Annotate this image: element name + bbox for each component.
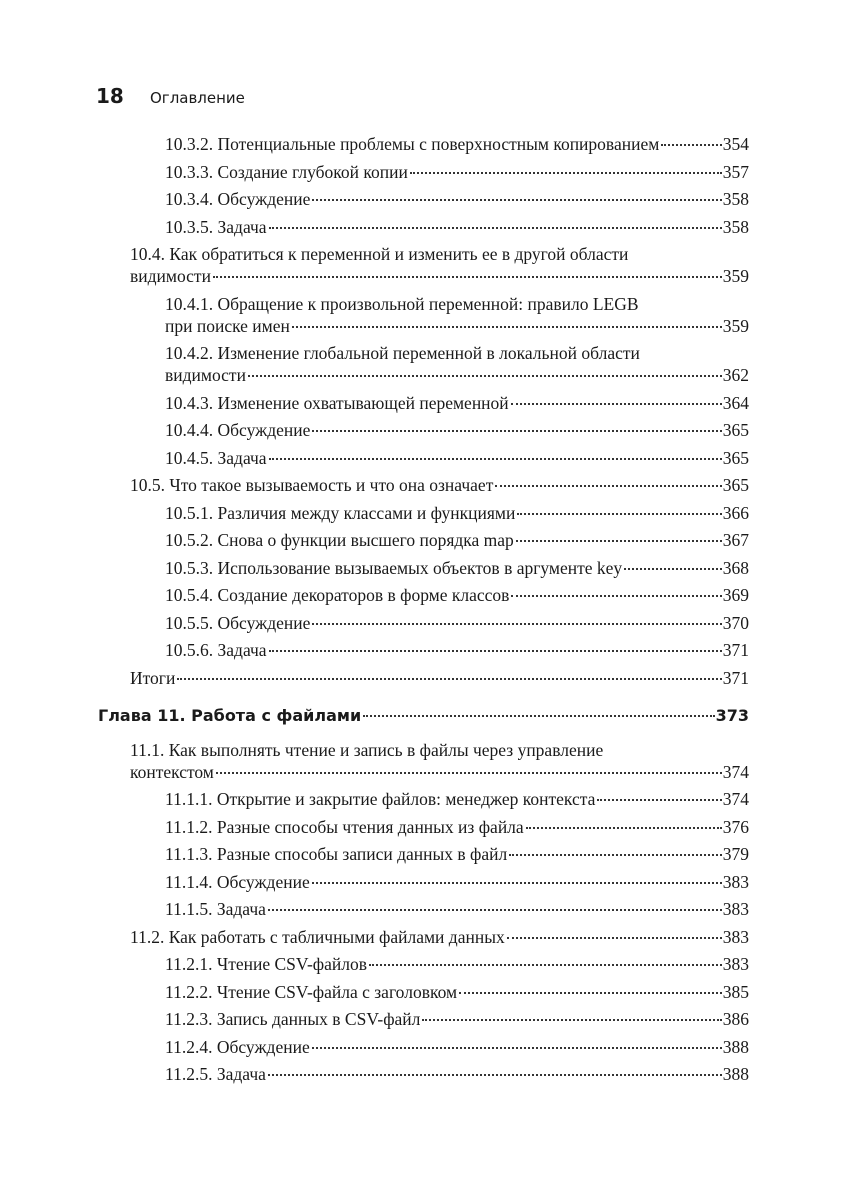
toc-page-number: 385 [722, 981, 749, 1002]
toc-entry-title: 10.4.1. Обращение к произвольной переменной: правило LEGB [165, 293, 639, 314]
toc-entry-title: 11.1.2. Разные способы чтения данных из файла [165, 816, 524, 837]
dot-leader [292, 326, 722, 328]
running-title: Оглавление [150, 89, 245, 107]
toc-page-number: 365 [722, 475, 749, 495]
toc-page-number: 369 [722, 585, 749, 605]
toc-entry[interactable] [0, 926, 749, 948]
toc-entry-title: 11.2.5. Задача [165, 1064, 266, 1084]
toc-entry[interactable] [0, 502, 749, 524]
dot-leader [312, 882, 722, 884]
dot-leader [312, 1047, 722, 1049]
dot-leader [507, 937, 722, 939]
toc-entry-title: 10.3.3. Создание глубокой копии [165, 161, 408, 182]
toc-page-number: 359 [722, 315, 749, 336]
toc-entry[interactable] [0, 1036, 749, 1058]
dot-leader [516, 540, 722, 542]
dot-leader [312, 199, 721, 201]
toc-entry-title: 11.2.2. Чтение CSV-файла с заголовком [165, 981, 458, 1002]
toc-page-number: 359 [722, 266, 749, 286]
toc-entry-title: 10.5.4. Создание декораторов в форме классов [165, 585, 510, 605]
dot-leader [369, 964, 722, 966]
toc-page-number: 373 [715, 705, 749, 725]
toc-entry[interactable] [0, 1063, 749, 1085]
toc-page-number: 386 [722, 1009, 749, 1029]
dot-leader [363, 715, 714, 717]
toc-entry[interactable] [0, 529, 749, 551]
toc-entry-title: 11.2.3. Запись данных в CSV-файл [165, 1009, 421, 1029]
toc-entry-title: 11.2. Как работать с табличными файлами данных [130, 926, 505, 947]
toc-entry-title: 11.2.4. Обсуждение [165, 1036, 310, 1057]
toc-entry-title: 11.1.4. Обсуждение [165, 871, 310, 892]
toc-page-number: 364 [722, 392, 749, 413]
dot-leader [410, 172, 722, 174]
toc-entry-title: 10.3.5. Задача [165, 216, 267, 237]
dot-leader [597, 799, 721, 801]
toc-entry[interactable] [0, 293, 749, 337]
toc-entry[interactable] [0, 667, 749, 689]
toc-page-number: 379 [722, 844, 749, 864]
dot-leader [511, 595, 721, 597]
toc-chapter[interactable] [0, 703, 749, 729]
toc-entry[interactable] [0, 342, 749, 386]
toc-entry[interactable] [0, 953, 749, 975]
toc-page-number: 354 [722, 134, 749, 154]
toc-page-number: 365 [722, 420, 749, 440]
toc-entry[interactable] [0, 612, 749, 634]
toc-page-number: 365 [722, 447, 749, 468]
toc-entry[interactable] [0, 843, 749, 865]
toc-entry-title: видимости [130, 266, 211, 286]
toc-entry[interactable] [0, 898, 749, 920]
dot-leader [624, 568, 722, 570]
dot-leader [269, 650, 722, 652]
toc-entry-title: 10.3.2. Потенциальные проблемы с поверхностным копированием [165, 134, 660, 154]
toc-page-number: 388 [722, 1064, 749, 1084]
dot-leader [248, 375, 722, 377]
dot-leader [511, 403, 722, 405]
toc-entry-title: 10.4. Как обратиться к переменной и изменить ее в другой области [130, 244, 629, 264]
toc-entry[interactable] [0, 816, 749, 838]
toc-page-number: 358 [722, 216, 749, 237]
dot-leader [517, 513, 721, 515]
toc-page-number: 383 [722, 954, 749, 974]
toc-entry-title: при поиске имен [165, 315, 290, 336]
table-of-contents [0, 133, 849, 1091]
toc-entry[interactable] [0, 871, 749, 893]
dot-leader [268, 909, 722, 911]
dot-leader [509, 854, 722, 856]
toc-page-number: 376 [722, 816, 749, 837]
toc-entry-title: 10.5.3. Использование вызываемых объектов в аргументе key [165, 557, 623, 578]
toc-entry[interactable] [0, 392, 749, 414]
toc-entry-title: 10.3.4. Обсуждение [165, 189, 311, 209]
dot-leader [495, 485, 721, 487]
toc-page-number: 383 [722, 899, 749, 919]
toc-entry[interactable] [0, 447, 749, 469]
toc-page-number: 383 [722, 871, 749, 892]
running-header [96, 84, 245, 108]
toc-page-number: 366 [722, 502, 749, 523]
toc-entry-title: 10.5.1. Различия между классами и функциями [165, 502, 516, 523]
toc-entry-title: 10.4.4. Обсуждение [165, 420, 311, 440]
toc-page-number: 357 [722, 161, 749, 182]
toc-page-number: 370 [722, 612, 749, 633]
toc-entry-title: 10.4.5. Задача [165, 447, 267, 468]
toc-entry[interactable] [0, 557, 749, 579]
toc-entry-title: 10.4.3. Изменение охватывающей переменной [165, 392, 509, 413]
toc-entry-title: 11.2.1. Чтение CSV-файлов [165, 954, 367, 974]
dot-leader [526, 827, 722, 829]
dot-leader [268, 1074, 722, 1076]
toc-entry[interactable] [0, 419, 749, 441]
toc-entry[interactable] [0, 639, 749, 661]
toc-page-number: 383 [722, 926, 749, 947]
toc-entry-title: 10.5.6. Задача [165, 640, 267, 660]
toc-entry[interactable] [0, 188, 749, 210]
dot-leader [269, 227, 722, 229]
toc-entry[interactable] [0, 584, 749, 606]
dot-leader [459, 992, 722, 994]
toc-entry-title: 10.5.2. Снова о функции высшего порядка map [165, 530, 514, 550]
toc-entry[interactable] [0, 161, 749, 183]
toc-page-number: 368 [722, 557, 749, 578]
toc-entry-title: 10.5. Что такое вызываемость и что она означает [130, 475, 494, 495]
dot-leader [312, 623, 721, 625]
toc-entry[interactable] [0, 474, 749, 496]
toc-entry[interactable] [0, 739, 749, 783]
page-number: 18 [96, 84, 124, 108]
dot-leader [269, 458, 722, 460]
toc-page-number: 371 [722, 667, 749, 688]
toc-entry[interactable] [0, 133, 749, 155]
dot-leader [661, 144, 721, 146]
toc-page-number: 374 [722, 761, 749, 782]
toc-entry-title: 11.1. Как выполнять чтение и запись в файлы через управление [130, 739, 604, 760]
toc-entry[interactable] [0, 788, 749, 810]
toc-page-number: 388 [722, 1036, 749, 1057]
toc-entry-title: Глава 11. Работа с файлами [98, 705, 362, 725]
dot-leader [216, 772, 722, 774]
toc-entry-title: 11.1.3. Разные способы записи данных в файл [165, 844, 508, 864]
toc-page-number: 358 [722, 189, 749, 209]
toc-entry[interactable] [0, 981, 749, 1003]
toc-page-number: 371 [722, 640, 749, 660]
toc-page-number: 374 [722, 789, 749, 809]
dot-leader [422, 1019, 721, 1021]
dot-leader [213, 276, 722, 278]
toc-page-number: 367 [722, 530, 749, 550]
dot-leader [312, 430, 721, 432]
toc-entry-title: контекстом [130, 761, 214, 782]
toc-entry[interactable] [0, 216, 749, 238]
toc-page-number: 362 [722, 365, 749, 385]
toc-entry-title: 11.1.5. Задача [165, 899, 266, 919]
toc-entry-title: Итоги [130, 667, 176, 688]
toc-entry[interactable] [0, 1008, 749, 1030]
toc-entry[interactable] [0, 243, 749, 287]
toc-entry-title: 10.5.5. Обсуждение [165, 612, 311, 633]
toc-entry-title: 10.4.2. Изменение глобальной переменной в локальной области [165, 343, 640, 363]
dot-leader [177, 678, 721, 680]
toc-entry-title: видимости [165, 365, 246, 385]
toc-entry-title: 11.1.1. Открытие и закрытие файлов: менеджер контекста [165, 789, 596, 809]
